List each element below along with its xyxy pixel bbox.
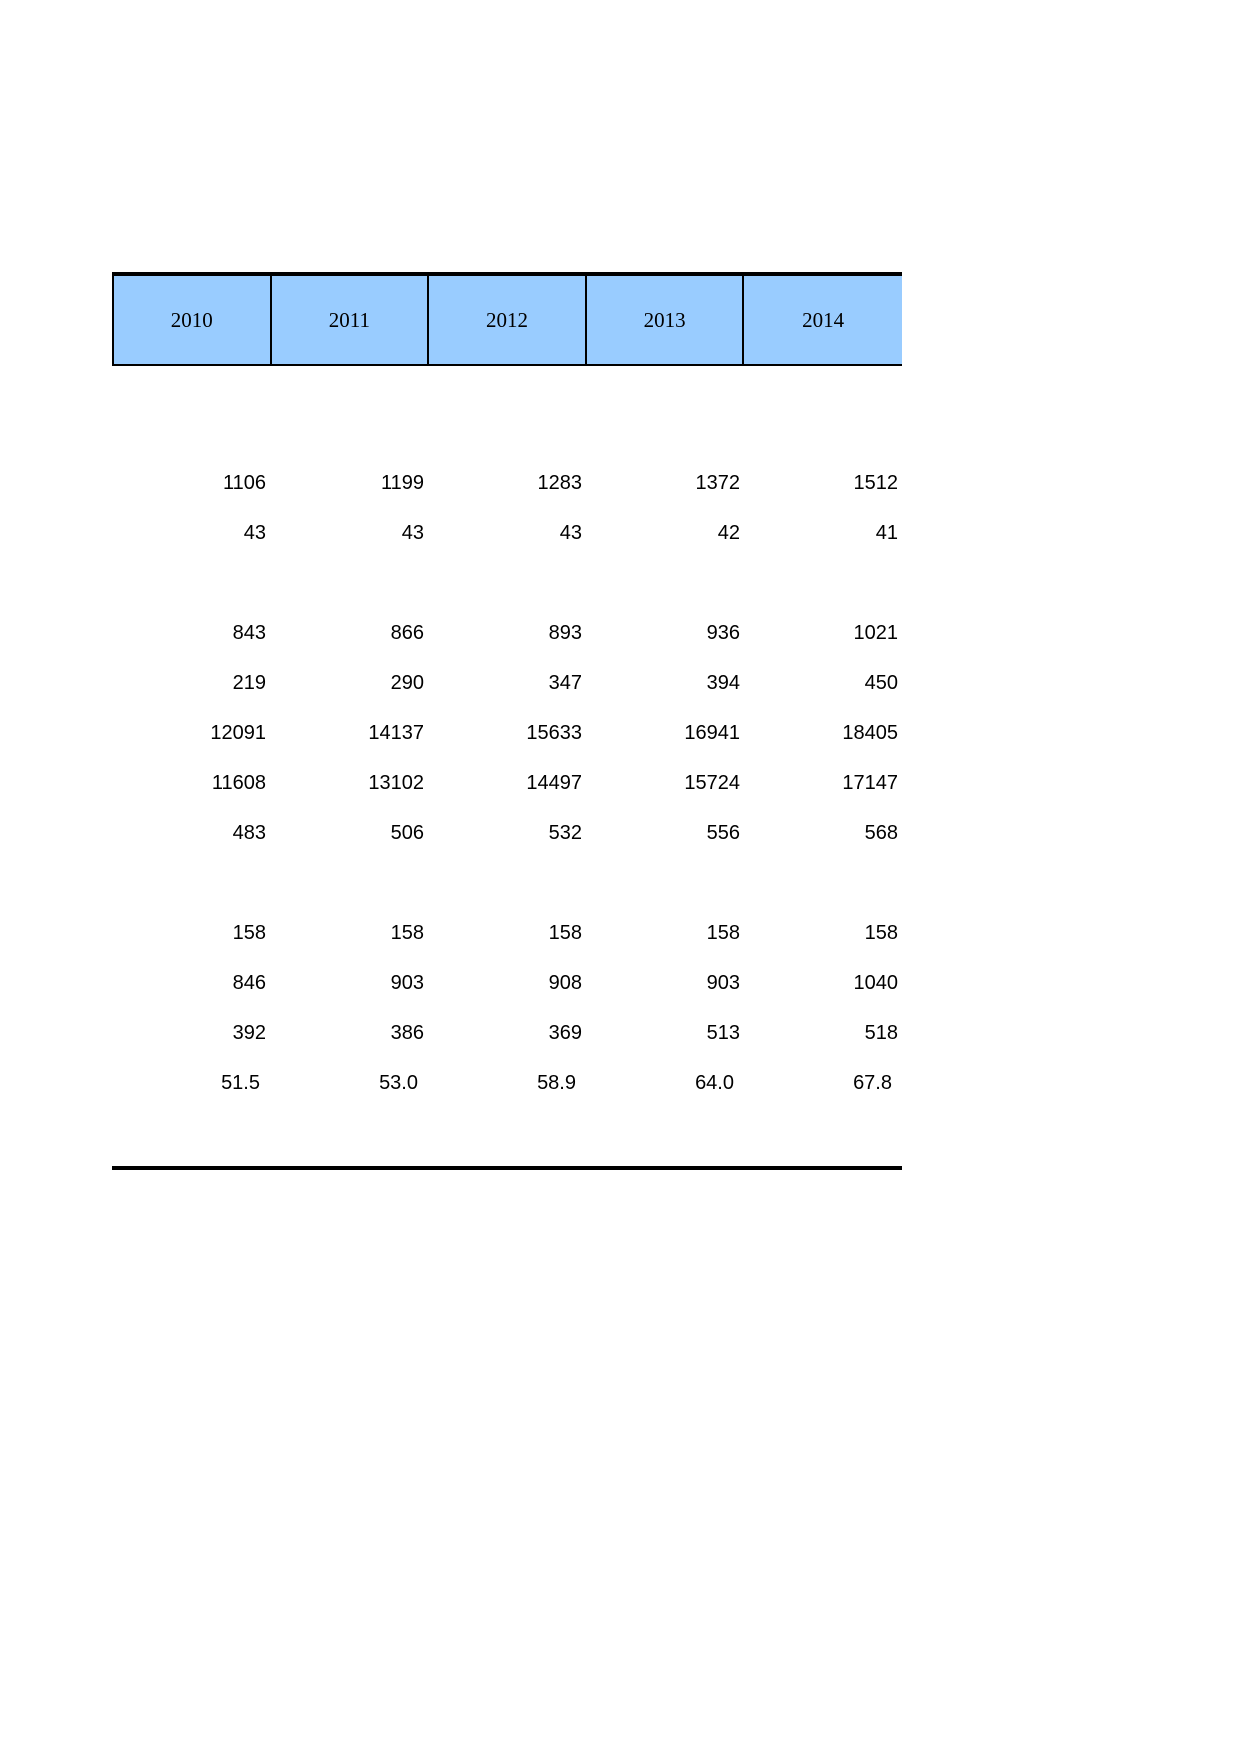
table-cell: 513 — [706, 1022, 740, 1044]
table-cell: 43 — [243, 522, 266, 544]
header-year-2013: 2013 — [587, 276, 745, 364]
header-year-2010: 2010 — [114, 276, 272, 364]
table-cell: 15724 — [684, 772, 740, 794]
data-table — [112, 272, 902, 1166]
table-cell: 158 — [706, 922, 740, 944]
table-cell: 14137 — [368, 722, 424, 744]
table-row — [112, 1008, 902, 1058]
table-row — [112, 658, 902, 708]
table-cell: 64.0 — [695, 1072, 734, 1094]
table-cell: 843 — [232, 622, 266, 644]
table-cell: 1199 — [380, 472, 424, 494]
header-year-2011: 2011 — [272, 276, 430, 364]
table-row — [112, 758, 902, 808]
table-cell: 846 — [232, 972, 266, 994]
table-cell: 11608 — [211, 772, 266, 794]
table-header-row — [112, 276, 902, 366]
table-cell: 936 — [706, 622, 740, 644]
table-row — [112, 458, 902, 508]
table-cell: 394 — [706, 672, 740, 694]
table-cell: 290 — [390, 672, 424, 694]
table-cell: 158 — [390, 922, 424, 944]
table-cell: 392 — [232, 1022, 266, 1044]
table-cell: 450 — [864, 672, 898, 694]
header-year-2012: 2012 — [429, 276, 587, 364]
table-cell: 43 — [559, 522, 582, 544]
table-row — [112, 908, 902, 958]
header-year-2014: 2014 — [802, 307, 845, 332]
table-cell: 903 — [706, 972, 740, 994]
table-cell: 893 — [548, 622, 582, 644]
table-cell: 17147 — [842, 772, 898, 794]
table-bottom-rule — [112, 1166, 902, 1170]
table-cell: 219 — [232, 672, 266, 694]
table-cell: 903 — [390, 972, 424, 994]
table-row — [112, 608, 902, 658]
table-cell: 1040 — [853, 972, 898, 994]
table-cell: 532 — [548, 822, 582, 844]
table-cell: 158 — [864, 922, 898, 944]
table-row — [112, 1058, 902, 1108]
table-cell: 58.9 — [537, 1072, 576, 1094]
table-cell: 1512 — [853, 472, 898, 494]
table-cell: 43 — [401, 522, 424, 544]
table-cell: 42 — [717, 522, 740, 544]
table-cell: 866 — [390, 622, 424, 644]
table-cell: 53.0 — [379, 1072, 418, 1094]
table-body — [112, 366, 902, 1166]
table-cell: 1372 — [695, 472, 740, 494]
table-cell: 18405 — [842, 722, 898, 744]
table-cell: 347 — [548, 672, 582, 694]
table-cell: 568 — [864, 822, 898, 844]
table-cell: 51.5 — [221, 1072, 260, 1094]
table-cell: 386 — [390, 1022, 424, 1044]
table-cell: 369 — [548, 1022, 582, 1044]
table-cell: 506 — [390, 822, 424, 844]
table-cell: 14497 — [526, 772, 582, 794]
table-row — [112, 508, 902, 558]
table-cell: 556 — [706, 822, 740, 844]
table-cell: 908 — [548, 972, 582, 994]
table-cell: 1106 — [222, 472, 266, 494]
table-row — [112, 958, 902, 1008]
table-row — [112, 708, 902, 758]
table-row — [112, 808, 902, 858]
table-cell: 41 — [875, 522, 898, 544]
table-cell: 67.8 — [853, 1072, 892, 1094]
table-cell: 1021 — [853, 622, 898, 644]
table-cell: 13102 — [368, 772, 424, 794]
table-cell: 16941 — [684, 722, 740, 744]
table-cell: 158 — [232, 922, 266, 944]
table-cell: 1283 — [537, 472, 582, 494]
table-cell: 15633 — [526, 722, 582, 744]
table-cell: 12091 — [210, 722, 266, 744]
table-cell: 483 — [232, 822, 266, 844]
table-cell: 158 — [548, 922, 582, 944]
table-cell: 518 — [864, 1022, 898, 1044]
